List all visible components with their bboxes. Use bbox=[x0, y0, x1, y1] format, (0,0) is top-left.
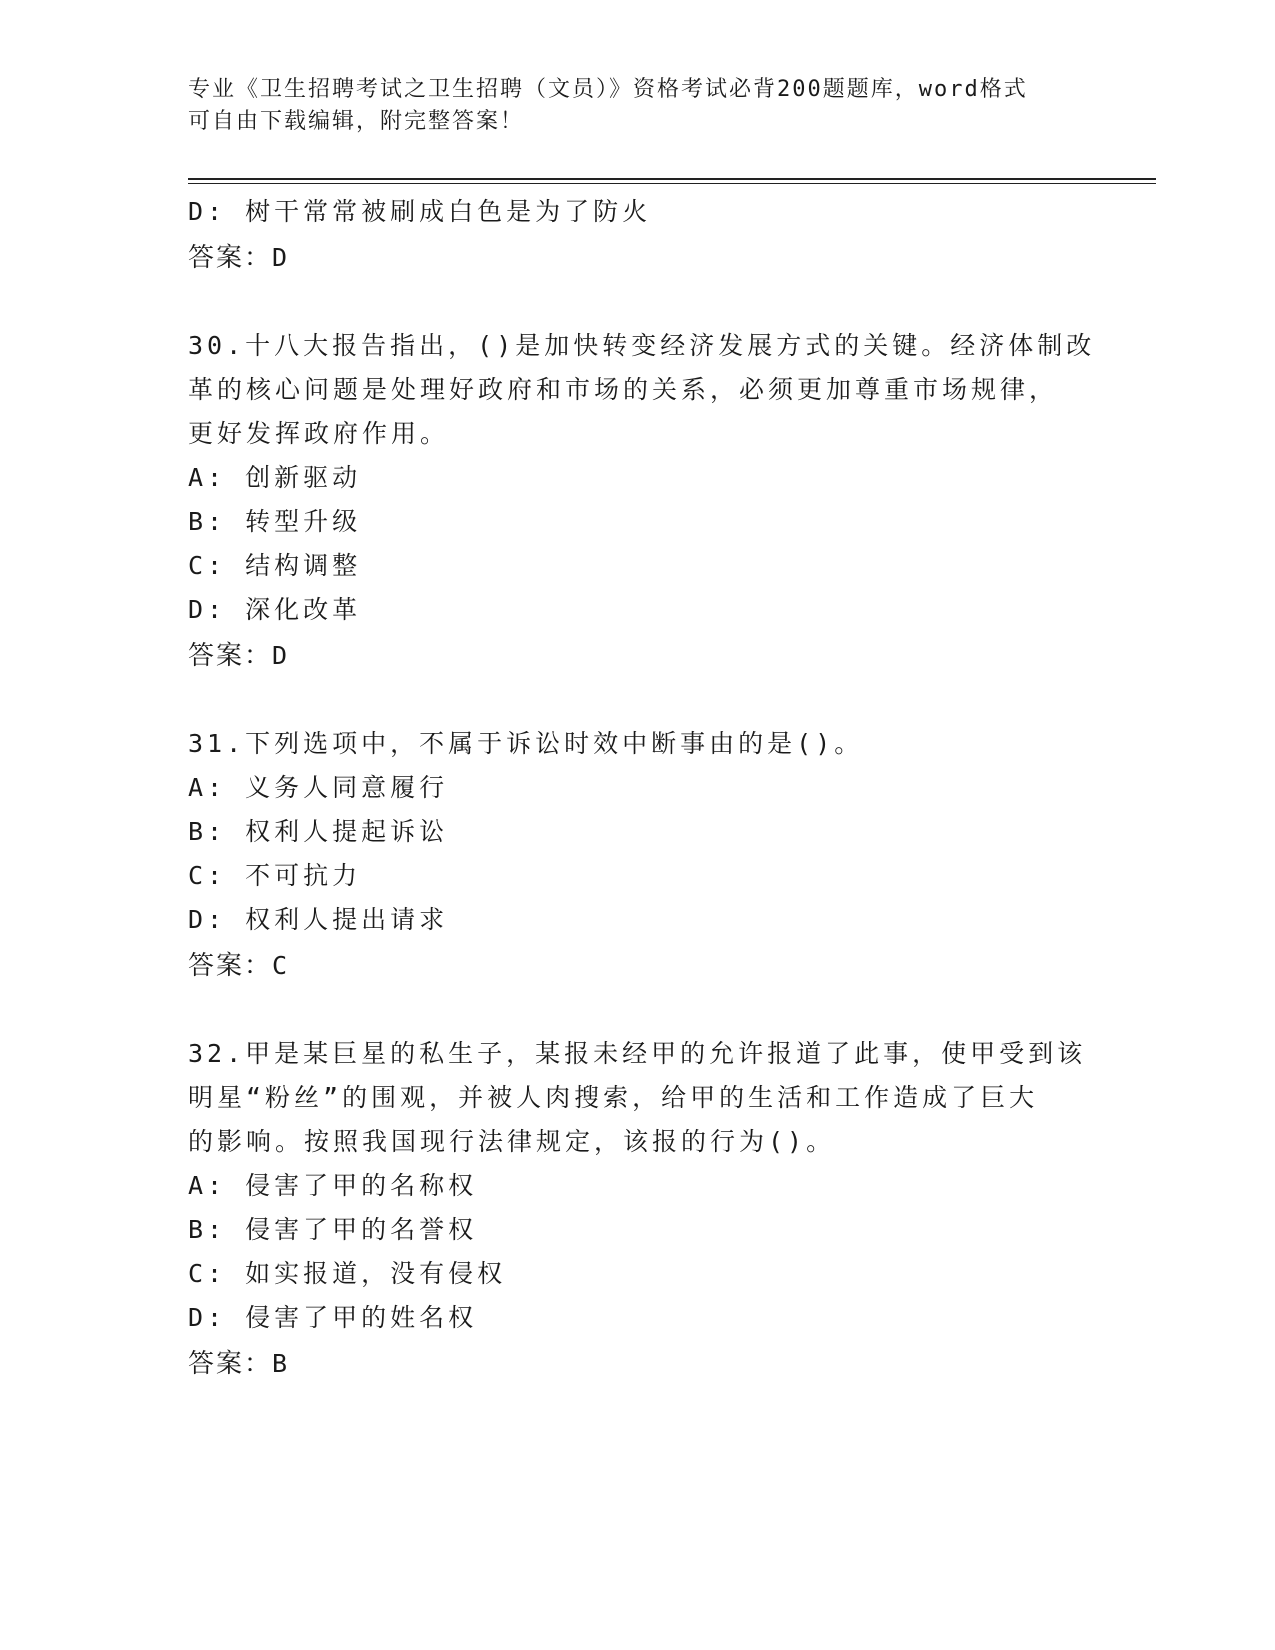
question-stem-line: 明星“粉丝”的围观，并被人肉搜索，给甲的生活和工作造成了巨大 bbox=[188, 1083, 1039, 1112]
answer-value: D bbox=[272, 243, 290, 272]
option-c: C: 结构调整 bbox=[188, 551, 362, 580]
answer-value: C bbox=[272, 951, 290, 980]
question-stem-line: 32.甲是某巨星的私生子，某报未经甲的允许报道了此事，使甲受到该 bbox=[188, 1039, 1087, 1068]
option-b: B: 权利人提起诉讼 bbox=[188, 817, 449, 846]
answer-line bbox=[188, 234, 1068, 282]
answer-line bbox=[188, 1340, 1068, 1388]
header-divider-thick bbox=[188, 178, 1156, 180]
answer-line bbox=[188, 942, 1068, 990]
option-d: D: 侵害了甲的姓名权 bbox=[188, 1303, 478, 1332]
question-list bbox=[188, 190, 1096, 1388]
question-stem-line: 革的核心问题是处理好政府和市场的关系，必须更加尊重市场规律， bbox=[188, 375, 1059, 404]
answer-line bbox=[188, 632, 1068, 680]
question-stem-line: 31.下列选项中，不属于诉讼时效中断事由的是()。 bbox=[188, 729, 864, 758]
answer-label: 答案： bbox=[188, 641, 273, 671]
question-stem-line: 更好发挥政府作用。 bbox=[188, 419, 450, 448]
option-b: B: 侵害了甲的名誉权 bbox=[188, 1215, 478, 1244]
option-c: C: 不可抗力 bbox=[188, 861, 362, 890]
header-divider-thin bbox=[188, 183, 1156, 184]
answer-label: 答案： bbox=[188, 1349, 273, 1379]
question-stem-line: 30.十八大报告指出，()是加快转变经济发展方式的关键。经济体制改 bbox=[188, 331, 1096, 360]
option-d: D: 树干常常被刷成白色是为了防火 bbox=[188, 197, 652, 226]
option-d: D: 权利人提出请求 bbox=[188, 905, 449, 934]
question-stem-line: 的影响。按照我国现行法律规定，该报的行为()。 bbox=[188, 1127, 836, 1156]
option-a: A: 义务人同意履行 bbox=[188, 773, 449, 802]
question-32 bbox=[188, 1032, 1087, 1388]
carryover-question bbox=[188, 190, 1068, 282]
header-line-2: 可自由下载编辑，附完整答案！ bbox=[188, 109, 525, 134]
answer-label: 答案： bbox=[188, 951, 273, 981]
option-c: C: 如实报道，没有侵权 bbox=[188, 1259, 507, 1288]
answer-label: 答案： bbox=[188, 243, 273, 273]
answer-value: B bbox=[272, 1349, 290, 1378]
option-b: B: 转型升级 bbox=[188, 507, 362, 536]
question-30 bbox=[188, 324, 1096, 680]
option-a: A: 创新驱动 bbox=[188, 463, 362, 492]
option-a: A: 侵害了甲的名称权 bbox=[188, 1171, 478, 1200]
header-line-1: 专业《卫生招聘考试之卫生招聘（文员）》资格考试必背200题题库，word格式 bbox=[188, 77, 1028, 102]
answer-value: D bbox=[272, 641, 290, 670]
question-31 bbox=[188, 722, 1068, 990]
option-d: D: 深化改革 bbox=[188, 595, 362, 624]
page-header bbox=[188, 74, 1068, 138]
